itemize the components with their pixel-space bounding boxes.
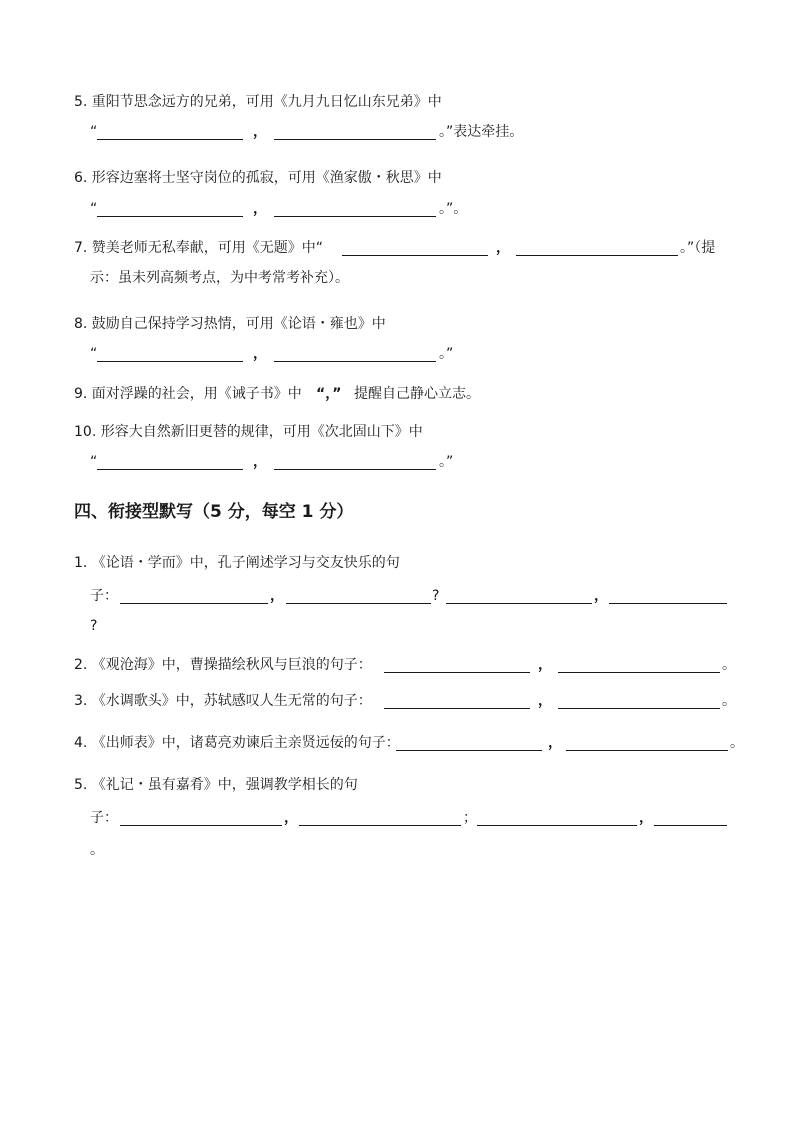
q10-open-quote: “ — [90, 454, 98, 470]
p4-q3-comma: ， — [538, 693, 552, 709]
q6-comma: ， — [253, 201, 267, 217]
q8-open-quote: “ — [90, 346, 98, 362]
p4-q2-end: 。 — [722, 657, 736, 673]
q8-prompt: 8. 鼓励自己保持学习热情，可用《论语・雍也》中 — [74, 316, 386, 332]
p4-q2-blank-2[interactable] — [558, 672, 720, 673]
q6-blank-1[interactable] — [97, 216, 243, 217]
p4-q3-blank-1[interactable] — [384, 708, 530, 709]
p4-q5-blank-1[interactable] — [120, 825, 282, 826]
p4-q1-blank-4[interactable] — [609, 603, 727, 604]
q9-prompt: 9. 面对浮躁的社会，用《诫子书》中 — [74, 386, 302, 402]
q10-prompt: 10. 形容大自然新旧更替的规律，可用《次北固山下》中 — [74, 424, 423, 440]
p4-q1-prompt: 1. 《论语・学而》中，孔子阐述学习与交友快乐的句 — [74, 555, 400, 571]
p4-q4-end: 。 — [730, 735, 744, 751]
p4-q1-label: 子： — [90, 588, 118, 604]
p4-q5-comma-1: ， — [284, 810, 298, 826]
q8-end: 。” — [439, 346, 454, 362]
q9-quote-comma: “，” — [316, 386, 342, 402]
p4-q1-comma-1: ， — [270, 588, 284, 604]
q5-prompt: 5. 重阳节思念远方的兄弟，可用《九月九日忆山东兄弟》中 — [74, 94, 442, 110]
p4-q5-comma-2: ， — [639, 810, 653, 826]
q5-end: 。”表达牵挂。 — [439, 124, 524, 140]
q7-end: 。”（提 — [680, 240, 716, 256]
q5-blank-1[interactable] — [97, 139, 243, 140]
p4-q2-prompt: 2. 《观沧海》中，曹操描绘秋风与巨浪的句子： — [74, 657, 372, 673]
q6-open-quote: “ — [90, 201, 98, 217]
q5-blank-2[interactable] — [274, 139, 436, 140]
p4-q3-prompt: 3. 《水调歌头》中，苏轼感叹人生无常的句子： — [74, 693, 372, 709]
p4-q1-question-1: ? — [432, 588, 440, 604]
p4-q5-blank-4[interactable] — [654, 825, 727, 826]
p4-q1-question-2: ? — [90, 618, 98, 634]
p4-q4-prompt: 4. 《出师表》中，诸葛亮劝谏后主亲贤远佞的句子： — [74, 735, 400, 751]
p4-q1-blank-3[interactable] — [446, 603, 592, 604]
p4-q3-end: 。 — [722, 693, 736, 709]
p4-q1-blank-2[interactable] — [286, 603, 431, 604]
q10-blank-1[interactable] — [97, 469, 243, 470]
p4-q4-blank-2[interactable] — [566, 750, 728, 751]
section-heading: 四、衔接型默写（5 分，每空 1 分） — [74, 502, 354, 522]
p4-q2-blank-1[interactable] — [384, 672, 530, 673]
p4-q2-comma: ， — [538, 657, 552, 673]
p4-q5-semicolon: ； — [463, 810, 477, 826]
q7-blank-1[interactable] — [342, 255, 488, 256]
q8-comma: ， — [253, 346, 267, 362]
p4-q4-blank-1[interactable] — [396, 750, 542, 751]
q5-open-quote: “ — [90, 124, 98, 140]
p4-q5-blank-2[interactable] — [299, 825, 461, 826]
p4-q3-blank-2[interactable] — [558, 708, 720, 709]
q6-prompt: 6. 形容边塞将士坚守岗位的孤寂，可用《渔家傲・秋思》中 — [74, 170, 442, 186]
p4-q1-comma-2: ， — [594, 588, 608, 604]
q10-comma: ， — [253, 454, 267, 470]
q7-blank-2[interactable] — [516, 255, 678, 256]
p4-q1-blank-1[interactable] — [120, 603, 268, 604]
q10-end: 。” — [439, 454, 454, 470]
p4-q4-comma: ， — [548, 735, 562, 751]
q8-blank-2[interactable] — [274, 361, 436, 362]
q10-blank-2[interactable] — [274, 469, 436, 470]
q8-blank-1[interactable] — [97, 361, 243, 362]
p4-q5-blank-3[interactable] — [477, 825, 637, 826]
q7-comma: ， — [496, 240, 510, 256]
q7-prompt: 7. 赞美老师无私奉献，可用《无题》中“ — [74, 240, 324, 256]
q7-hint: 示：虽未列高频考点，为中考常考补充）。 — [90, 270, 349, 286]
p4-q5-prompt: 5. 《礼记・虽有嘉肴》中，强调教学相长的句 — [74, 777, 358, 793]
p4-q5-label: 子： — [90, 810, 118, 826]
q6-blank-2[interactable] — [274, 216, 436, 217]
q6-end: 。”。 — [439, 201, 468, 217]
q9-prompt-end: 提醒自己静心立志。 — [354, 386, 480, 402]
q5-comma: ， — [253, 124, 267, 140]
p4-q5-end: 。 — [90, 842, 104, 858]
